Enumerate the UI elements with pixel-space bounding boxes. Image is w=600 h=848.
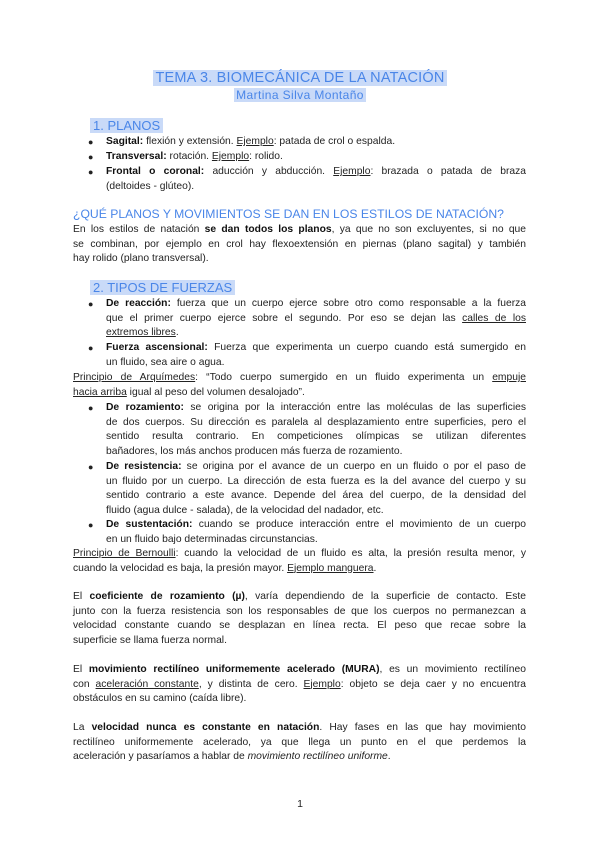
bullet-icon: ●	[88, 403, 94, 413]
list-item-rozamiento: ● De rozamiento: se origina por la interacción entre las moléculas de las superficies de dos cuerpos. Su dirección es paralela al desplazamiento entre superficies, pero el sentido resulta contrario. En competiciones olímpicas se utilizan diferentes bañadores, los más anchos producen más fuerza de rozamiento.	[88, 402, 526, 457]
list-item-frontal: ● Frontal o coronal: aducción y abducción. Ejemplo: brazada o patada de braza (deltoides - glúteo).	[88, 166, 526, 192]
bullet-icon: ●	[88, 343, 94, 353]
bullet-icon: ●	[88, 462, 94, 472]
coeficiente-paragraph: El coeficiente de rozamiento (µ), varía dependiendo de la superficie de contacto. Este junto con la fuerza resistencia son los responsables de que los cuerpos no permanezcan a velocidad constante cuando se desplazan en línea recta. El peso que recae sobre la superficie se llama fuerza normal.	[73, 591, 526, 646]
list-item-transversal: ● Transversal: rotación. Ejemplo: rolido.	[106, 150, 526, 165]
arquimedes-paragraph: Principio de Arquímedes: “Todo cuerpo sumergido en un fluido experimenta un empuje hacia arriba igual al peso del volumen desalojado”.	[73, 372, 526, 398]
list-item-resistencia: ● De resistencia: se origina por el avance de un cuerpo en un fluido o por el paso de un fluido por un cuerpo. La dirección de esta fuerza es la del avance del cuerpo y su sentido contrario a este avance. Depende del área del cuerpo, de la densidad del fluido (agua dulce - salada), de la velocidad del nadador, etc.	[88, 461, 526, 516]
bernoulli-paragraph: Principio de Bernoulli: cuando la velocidad de un fluido es alta, la presión resulta menor, y cuando la velocidad es baja, la presión mayor. Ejemplo manguera.	[73, 548, 526, 574]
section-heading-planos: 1. PLANOS	[90, 118, 163, 133]
list-item-reaccion: ● De reacción: fuerza que un cuerpo ejerce sobre otro como responsable a la fuerza que el primer cuerpo ejerce sobre el segundo. Por eso se dejan las calles de los extremos libres.	[88, 298, 527, 339]
bullet-icon: ●	[88, 520, 94, 530]
bullet-icon: ●	[88, 167, 94, 177]
mura-paragraph: El movimiento rectilíneo uniformemente acelerado (MURA), es un movimiento rectilíneo con aceleración constante, y distinta de cero. Ejemplo: objeto se deja caer y no encuentra obstáculos en su camino (caída libre).	[73, 664, 526, 705]
velocidad-paragraph: La velocidad nunca es constante en natación. Hay fases en las que hay movimiento rectilíneo uniformemente acelerado, ya que llega un punto en el que perdemos la aceleración y pasaríamos a hablar de movimiento rectilíneo uniforme.	[73, 722, 526, 763]
list-item-sustentacion: ● De sustentación: cuando se produce interacción entre el movimiento de un cuerpo en un fluido bajo determinadas circunstancias.	[88, 519, 527, 545]
list-item-ascensional: ● Fuerza ascensional: Fuerza que experimenta un cuerpo cuando está sumergido en un fluido, sea aire o agua.	[88, 342, 526, 368]
question-paragraph: En los estilos de natación se dan todos los planos, ya que no son excluyentes, si no que se combinan, por ejemplo en crol hay flexoextensión en piernas (plano sagital) y también hay rolido (plano transversal).	[73, 224, 526, 265]
bullet-icon: ●	[88, 152, 94, 162]
document-author: Martina Silva Montaño	[236, 88, 364, 102]
question-heading: ¿QUÉ PLANOS Y MOVIMIENTOS SE DAN EN LOS ESTILOS DE NATACIÓN?	[73, 207, 504, 221]
bullet-icon: ●	[88, 137, 94, 147]
bullet-icon: ●	[88, 299, 94, 309]
list-item-sagital: ● Sagital: flexión y extensión. Ejemplo: patada de crol o espalda.	[106, 135, 526, 150]
section-heading-fuerzas: 2. TIPOS DE FUERZAS	[90, 280, 235, 295]
document-title: TEMA 3. BIOMECÁNICA DE LA NATACIÓN	[155, 70, 445, 86]
page-number: 1	[297, 798, 303, 810]
